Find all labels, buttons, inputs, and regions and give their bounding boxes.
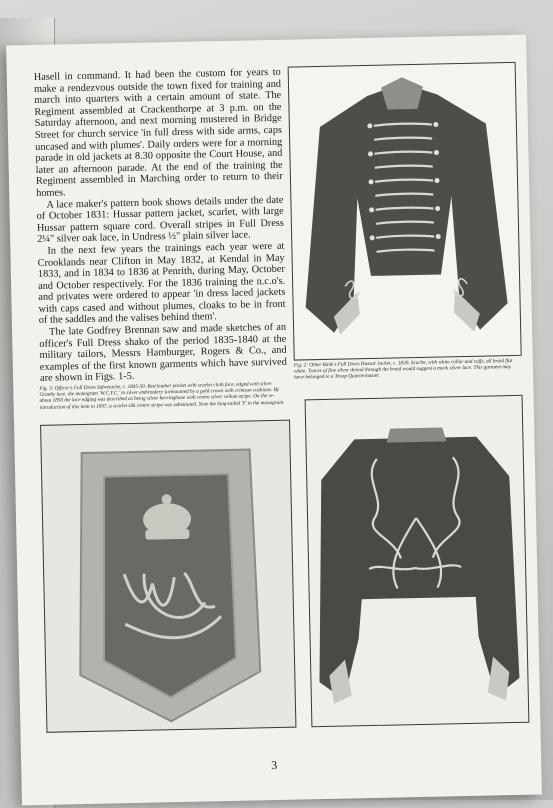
caption-fig3: Fig. 3: Officer's Full Dress Sabretache, c. 1845-50. Red leather pocket with scarlet cloth face, edged with silver Granby lace, the monogram 'W.C.Y.C.' in silver embroidery surmounted by a gold crown with crimson cushions. By about 1850 the lace edging was described as being silver herringbone with centre silver vellum stripe. On the re-introduction of this item in 1897, a scarlet silk centre stripe was substituted. Note the long-tailed 'Y' in the monogram. bbox=[39, 381, 285, 411]
paragraph-3: In the next few years the trainings each year were at Crooklands near Clifton in May 1832, at Kendal in May 1833, and in 1834 to 1836 at Penrith, during May, October and October respectively. For the 1836 training the n.c.o's. and privates were ordered to appear 'in dress laced jackets with caps cased and without plumes, cloaks to be in front of the saddles and the valises behind them'. bbox=[37, 240, 286, 327]
paragraph-1: Hasell in command. It had been the custom for years to make a rendezvous outside the town fixed for training and march into quarters with a certain amount of state. The Regiment assembled at Crackenthorpe at 3 p.m. on the Saturday afternoon, and next morning mustered in Bridge Street for church service 'in full dress with side arms, caps uncased and with plumes'. Daily orders were for a morning parade in old jackets at 8.30 opposite the Court House, and later an afternoon parade. At the end of the training the Regiment assembled in Marching order to return to their homes. bbox=[33, 66, 284, 199]
paragraph-2: A lace maker's pattern book shows details under the date of October 1831: Hussar pattern jacket, scarlet, with large Hussar pattern square cord. Overall stripes in Full Dress 2¼" silver oak lace, in Undress ½" plain silver lace. bbox=[36, 194, 284, 246]
photo-hussar-jacket-front bbox=[288, 62, 522, 361]
photo-hussar-jacket-back bbox=[305, 395, 530, 727]
caption-fig2: Fig. 2: Other Rank's Full Dress Hussar Jacket, c. 1830. Scarlet, with white collar and cuffs, all braid flat white. Traces of fine silver thread through the braid would suggest a mock silver lace. This garment may have belonged to a Troop Quartermaster. bbox=[293, 357, 513, 381]
paragraph-4: The late Godfrey Brennan saw and made sketches of an officer's Full Dress shako of the period 1835-1840 at the military tailors, Messrs Hamburger, Rogers & Co., and examples of the first known garments which have survived are shown in Figs. 1-5. bbox=[39, 321, 287, 385]
body-text bbox=[34, 67, 288, 385]
page-number: 3 bbox=[271, 758, 278, 773]
book-page bbox=[6, 35, 542, 806]
photo-sabretache bbox=[40, 420, 296, 733]
